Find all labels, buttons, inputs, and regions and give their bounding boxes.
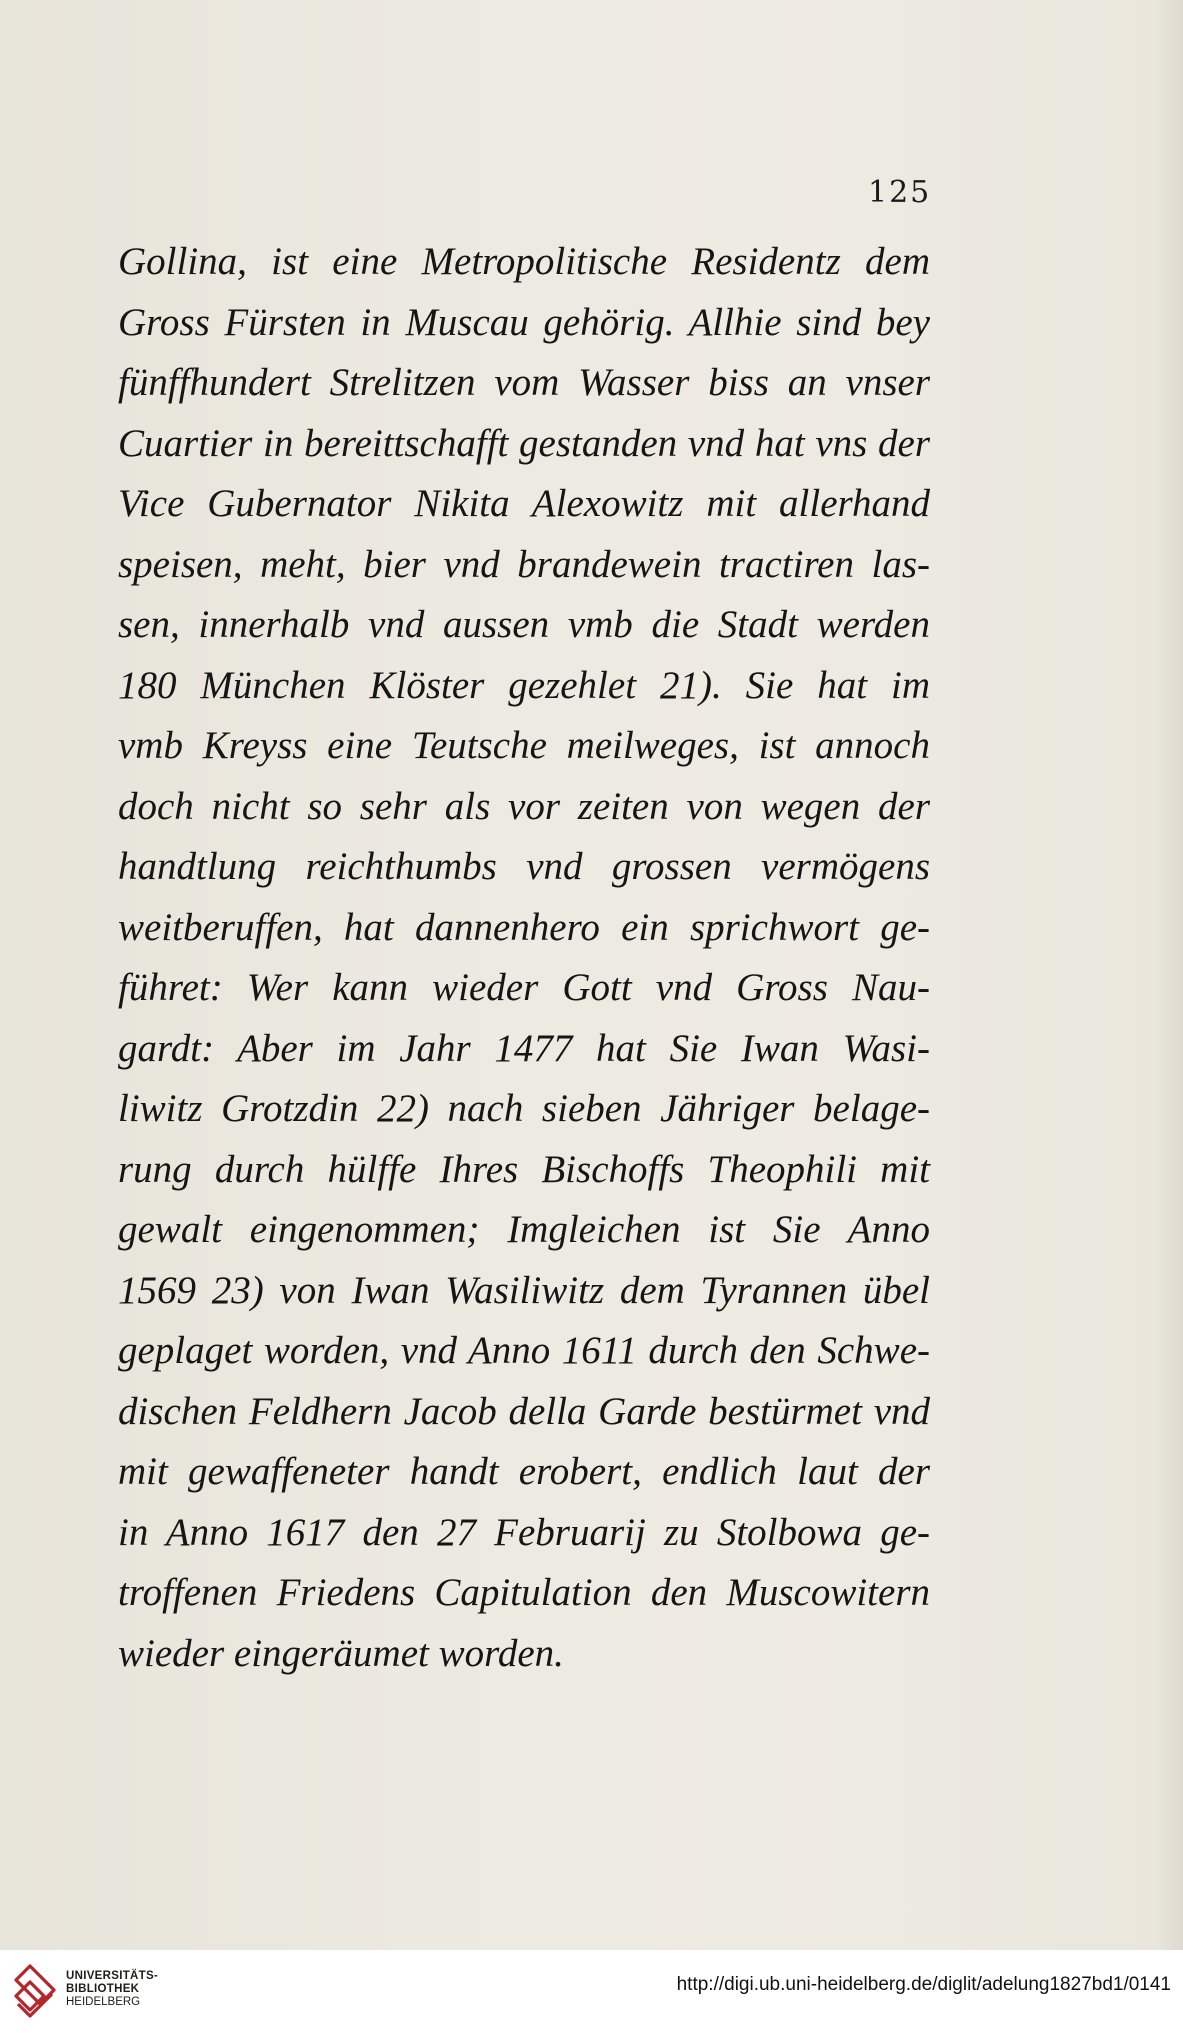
text-line: geplaget worden, vnd Anno 1611 durch den Schwe- — [118, 1329, 930, 1372]
text-line: rung durch hülffe Ihres Bischoffs Theophili mit — [118, 1147, 930, 1191]
text-line: gardt: Aber im Jahr 1477 hat Sie Iwan Wasi- — [118, 1026, 930, 1070]
text-line: Cuartier in bereittschafft gestanden vnd hat vns der — [118, 421, 930, 465]
text-line: vmb Kreyss eine Teutsche meilweges, ist annoch — [118, 724, 930, 767]
text-line: 180 München Klöster gezehlet 21). Sie hat im — [118, 663, 930, 707]
text-line: wieder eingeräumet worden. — [118, 1631, 564, 1675]
page-edge-shadow — [1155, 0, 1183, 1950]
text-line: führet: Wer kann wieder Gott vnd Gross Nau- — [118, 966, 930, 1009]
text-line: troffenen Friedens Capitulation den Muscowitern — [118, 1571, 930, 1614]
source-url[interactable]: http://digi.ub.uni-heidelberg.de/diglit/adelung1827bd1/0141 — [676, 1974, 1171, 1995]
text-line: mit gewaffeneter handt erobert, endlich laut der — [118, 1450, 930, 1493]
text-line: weitberuffen, hat dannenhero ein sprichwort ge- — [118, 905, 930, 949]
university-library-logo-icon — [12, 1960, 58, 2022]
text-line: 1569 23) von Iwan Wasiliwitz dem Tyrannen übel — [118, 1268, 930, 1312]
text-line: Gollina, ist eine Metropolitische Residentz dem — [118, 240, 930, 283]
text-line: Gross Fürsten in Muscau gehörig. Allhie sind bey — [118, 300, 930, 344]
body-text — [118, 232, 930, 1684]
text-line: in Anno 1617 den 27 Februarij zu Stolbowa ge- — [118, 1510, 930, 1554]
text-line: fünffhundert Strelitzen vom Wasser biss an vnser — [118, 361, 930, 404]
text-line: gewalt eingenommen; Imgleichen ist Sie Anno — [118, 1208, 930, 1251]
footer-bar — [0, 1950, 1183, 2033]
text-line: doch nicht so sehr als vor zeiten von wegen der — [118, 784, 930, 828]
library-name-line: BIBLIOTHEK — [66, 1983, 140, 1995]
text-line: liwitz Grotzdin 22) nach sieben Jähriger belage- — [118, 1087, 930, 1130]
text-line: speisen, meht, bier vnd brandewein tractiren las- — [118, 542, 930, 586]
text-line: sen, innerhalb vnd aussen vmb die Stadt werden — [118, 603, 930, 646]
library-name — [66, 1970, 158, 2009]
library-name-line: HEIDELBERG — [66, 1996, 141, 2008]
text-line: Vice Gubernator Nikita Alexowitz mit allerhand — [118, 482, 930, 525]
page-number: 125 — [868, 175, 932, 210]
text-line: dischen Feldhern Jacob della Garde bestürmet vnd — [118, 1389, 930, 1433]
library-name-line: UNIVERSITÄTS- — [66, 1970, 159, 1982]
text-line: handtlung reichthumbs vnd grossen vermögens — [118, 845, 930, 888]
